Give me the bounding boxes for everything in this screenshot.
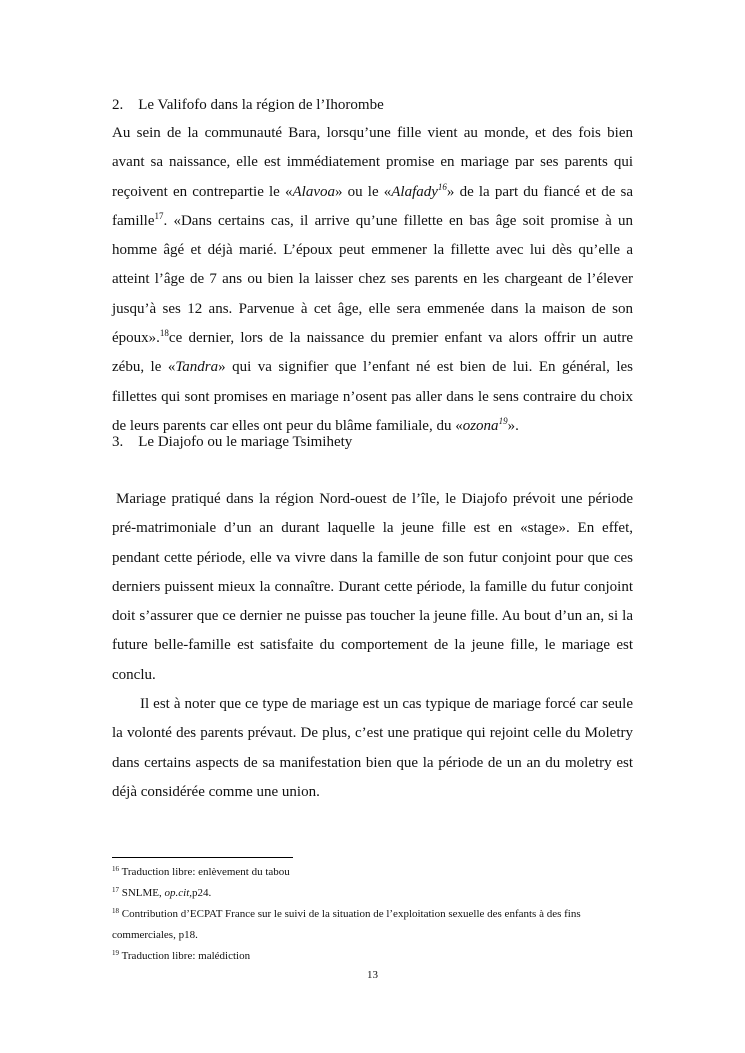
paragraph-text: Au sein de la communauté Bara, lorsqu’une fille vient au monde, et des fois bien avant sa naissance, elle est immédiatement promise en mariage par ses parents qui reçoivent en contrepartie le « (112, 125, 633, 200)
term-tandra: Tandra (175, 359, 219, 376)
footnote-ref-17: 17 (154, 210, 164, 221)
section-3-paragraph-2: Il est à noter que ce type de mariage est un cas typique de mariage forcé car seule la volonté des parents prévaut. De plus, c’est une pratique qui rejoint celle du Moletry dans certains aspects de sa manifestation bien que la période de un an du moletry est déjà considérée comme une union. (112, 696, 633, 800)
paragraph-text: ce dernier, lors de la naissance du premier enfant va alors offrir un autre zébu, le « (112, 330, 633, 376)
term-ozona: ozona (462, 417, 499, 434)
section-2-heading (112, 96, 633, 114)
footnotes (112, 862, 633, 967)
term-alafady: Alafady (391, 183, 438, 200)
section-3-title: Le Diajofo ou le mariage Tsimihety (138, 434, 353, 450)
section-3-paragraph-1: Mariage pratiqué dans la région Nord-ouest de l’île, le Diajofo prévoit une période pré-matrimoniale d’un an durant laquelle la jeune fille est en «stage». En effet, pendant cette période, elle va vivre dans la famille de son futur conjoint pour que ces derniers puissent mieux la connaître. Durant cette période, la famille du futur conjoint doit s’assurer que ce dernier ne puisse pas toucher la jeune fille. Au bout d’un an, si la future belle-famille est satisfaite du comportement de la jeune fille, le mariage est conclu. (112, 491, 633, 683)
term-alavoa: Alavoa (292, 183, 335, 200)
section-2-paragraph (112, 119, 633, 441)
paragraph-text: . «Dans certains cas, il arrive qu’une fillette en bas âge soit promise à un homme âgé et déjà marié. L’époux peut emmener la fillette avec lui dès qu’elle a atteint l’âge de 7 ans ou bien la laisser chez ses parents en les chargeant de l’élever jusqu’à ses 12 ans. Parvenue à cet âge, elle sera emmenée dans la maison de son époux». (112, 212, 633, 347)
footnote-17: $^{17}$ SNLME, op.cit,p24. (112, 886, 212, 899)
paragraph-text: » ou le « (335, 183, 392, 200)
section-3-number: 3. (112, 434, 124, 450)
footnote-18: $^{18}$ Contribution d’ECPAT France sur le suivi de la situation de l’exploitation sexuelle des enfants à des fins commerciales, p18. (112, 907, 581, 941)
footnote-16: $^{16}$ Traduction libre: enlèvement du tabou (112, 865, 290, 878)
section-2-number: 2. (112, 97, 124, 113)
page-number: 13 (367, 969, 378, 981)
paragraph-text: » qui va signifier que l’enfant né est bien de lui. En général, les fillettes qui sont promises en mariage n’osent pas aller dans le sens contraire du choix de leurs parents car elles ont peur du blâme familiale, du « (112, 359, 634, 434)
paragraph-text: ». (507, 417, 519, 434)
section-2-title: Le Valifofo dans la région de l’Ihorombe (138, 97, 384, 113)
footnote-19: $^{19}$ Traduction libre: malédiction (112, 949, 251, 962)
footnote-ref-18: 18 (159, 328, 169, 339)
footnote-ref-19: 19 (498, 415, 508, 426)
paragraph-text: » de la part du fiancé et de sa famille (112, 183, 633, 229)
section-3-heading (112, 433, 633, 451)
footnote-separator (112, 857, 293, 858)
footnote-ref-16: 16 (437, 181, 447, 192)
